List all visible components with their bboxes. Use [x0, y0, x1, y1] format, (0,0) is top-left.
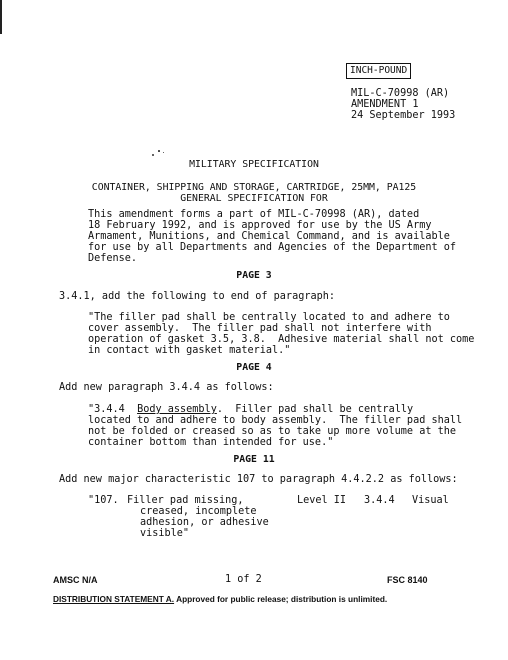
page-3-quote-line: in contact with gasket material.": [88, 345, 291, 356]
scan-speck: [163, 152, 164, 153]
page-4-instruction: Add new paragraph 3.4.4 as follows:: [59, 382, 274, 393]
intro-line: 18 February 1992, and is approved for use by the US Army: [88, 220, 432, 231]
spec-type-title: MILITARY SPECIFICATION: [189, 159, 319, 170]
scan-speck: [152, 154, 154, 156]
intro-line: This amendment forms a part of MIL-C-70998 (AR), dated: [88, 209, 420, 220]
amsc-code: AMSC N/A: [53, 575, 98, 585]
page-3-heading: PAGE 3: [236, 270, 272, 281]
page-3-quote-line: "The filler pad shall be centrally located to and adhere to: [88, 312, 450, 323]
characteristic-description-line: adhesion, or adhesive: [140, 517, 269, 528]
page-3-quote-line: operation of gasket 3.5, 3.8. Adhesive material shall not come: [88, 334, 475, 345]
margin-mark: [0, 0, 2, 34]
paragraph-title: Body assembly: [137, 404, 217, 415]
page-11-instruction: Add new major characteristic 107 to paragraph 4.4.2.2 as follows:: [59, 474, 458, 485]
paragraph-text: . Filler pad shall be centrally: [216, 404, 414, 415]
page-11-heading: PAGE 11: [233, 454, 275, 465]
distribution-label: DISTRIBUTION STATEMENT A.: [53, 594, 175, 604]
paragraph-3-4-4-line: container bottom than intended for use.": [88, 437, 334, 448]
page-count: 1 of 2: [225, 574, 262, 585]
distribution-text: Approved for public release; distribution is unlimited.: [174, 594, 388, 604]
amendment-date: 24 September 1993: [351, 110, 456, 121]
document-number: MIL-C-70998 (AR): [351, 88, 450, 99]
characteristic-level: Level II: [297, 495, 347, 506]
characteristic-number: "107.: [88, 495, 119, 506]
characteristic-description-line: visible": [140, 528, 190, 539]
paragraph-3-4-4-first-line: [88, 404, 413, 415]
paragraph-number: "3.4.4: [88, 404, 125, 415]
characteristic-description-line: creased, incomplete: [140, 506, 257, 517]
intro-line: Defense.: [88, 253, 138, 264]
distribution-statement: [53, 594, 387, 605]
paragraph-3-4-4-line: located to and adhere to body assembly. The filler pad shall: [88, 415, 463, 426]
characteristic-description-line: Filler pad missing,: [127, 495, 244, 506]
fsc-code: FSC 8140: [387, 575, 428, 585]
spec-title-line1: CONTAINER, SHIPPING AND STORAGE, CARTRIDGE, 25MM, PA125: [91, 182, 417, 193]
amendment-number: AMENDMENT 1: [351, 99, 419, 110]
page-4-heading: PAGE 4: [236, 362, 272, 373]
page-3-instruction: 3.4.1, add the following to end of paragraph:: [59, 291, 336, 302]
spec-title-line2: GENERAL SPECIFICATION FOR: [180, 193, 328, 204]
scan-speck: [158, 150, 160, 152]
characteristic-method: Visual: [412, 495, 449, 506]
intro-line: for use by all Departments and Agencies of the Department of: [88, 242, 457, 253]
intro-line: Armament, Munitions, and Chemical Command, and is available: [88, 231, 450, 242]
inch-pound-badge: INCH-POUND: [346, 63, 411, 79]
paragraph-3-4-4-line: not be folded or creased so as to take up more volume at the: [88, 426, 457, 437]
page-3-quote-line: cover assembly. The filler pad shall not interfere with: [88, 323, 432, 334]
characteristic-reference: 3.4.4: [364, 495, 395, 506]
